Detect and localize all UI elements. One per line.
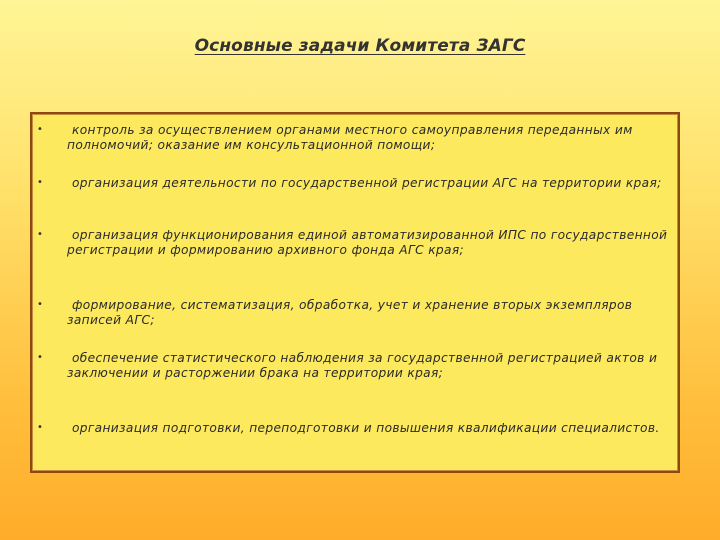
list-item-text: организация подготовки, переподготовки и повышения квалификации специалистов. [72,421,660,435]
list-item-text: организация деятельности по государственной регистрации АГС на территории края; [72,176,662,190]
slide-title: Основные задачи Комитета ЗАГС [194,36,526,56]
bullet-dot: • [37,352,43,363]
list-item-text: организация функционирования единой автоматизированной ИПС по государственной регистрации и формированию архивного фонда АГС края; [67,228,668,257]
bullet-dot: • [37,299,43,310]
bullet-dot: • [37,124,43,135]
list-item-text: контроль за осуществлением органами местного самоуправления переданных им полномочий; оказание им консультационной помощи; [67,123,633,152]
bullet-dot: • [37,229,43,240]
bullet-dot: • [37,422,43,433]
list-item-text: формирование, систематизация, обработка, учет и хранение вторых экземпляров записей АГС; [67,298,633,327]
content-box [30,112,680,473]
list-item-text: обеспечение статистического наблюдения за государственной регистрацией актов и заключении и расторжении брака на территории края; [67,351,658,380]
bullet-dot: • [37,177,43,188]
